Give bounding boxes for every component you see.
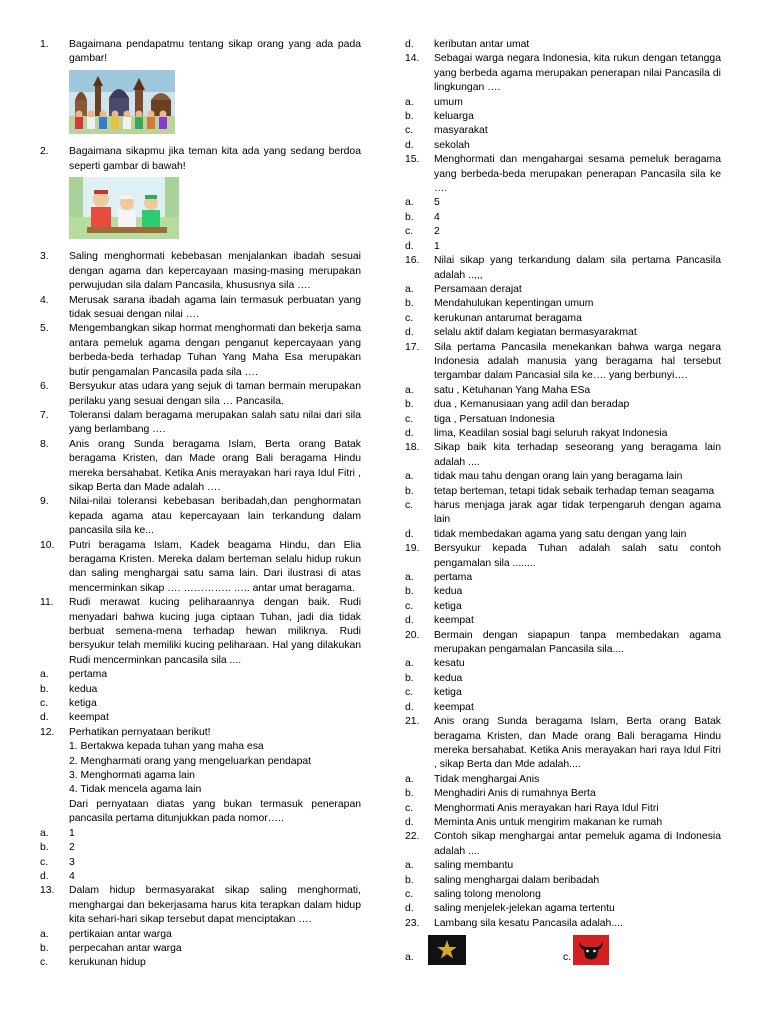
option-b[interactable]: b. Menghadiri Anis di rumahnya Berta bbox=[405, 788, 596, 800]
question-19 bbox=[405, 542, 721, 628]
question-text: Mengembangkan sikap hormat menghormati dan bekerja sama antara pemeluk agama dengan penganut kepercayaan yang berbeda-beda terhadap Tuhan Yang Maha Esa merupakan butir pengamalan Pancasila pada sila …. bbox=[69, 323, 361, 378]
star-icon bbox=[428, 935, 466, 965]
option-b[interactable]: b. kedua bbox=[40, 683, 98, 695]
question-21 bbox=[405, 715, 721, 830]
option-b[interactable]: b. 4 bbox=[405, 211, 440, 223]
question-number: 11. bbox=[40, 597, 54, 609]
question-number: 7. bbox=[40, 409, 49, 421]
question-3 bbox=[40, 250, 361, 293]
question-7 bbox=[40, 409, 361, 438]
children-praying-illustration bbox=[69, 177, 361, 244]
question-18 bbox=[405, 441, 721, 542]
question-text: Contoh sikap menghargai antar pemeluk agama di Indonesia adalah .... bbox=[434, 831, 721, 857]
option-c[interactable]: c. kerukunan antarumat beragama bbox=[405, 312, 582, 324]
question-number: 13. bbox=[40, 885, 55, 897]
option-c[interactable]: c. masyarakat bbox=[405, 125, 488, 137]
statement-list bbox=[69, 740, 361, 798]
option-c[interactable]: c. Menghormati Anis merayakan hari Raya Idul Fitri bbox=[405, 802, 659, 814]
question-2 bbox=[40, 145, 361, 250]
question-text: Merusak sarana ibadah agama lain termasuk perbuatan yang tidak sesuai dengan nilai …. bbox=[69, 294, 361, 321]
question-number: 12. bbox=[40, 726, 55, 738]
option-c[interactable]: c. harus menjaga jarak agar tidak terpengaruh dengan agama lain bbox=[405, 500, 721, 526]
question-6 bbox=[40, 380, 361, 409]
option-d[interactable]: d. keempat bbox=[40, 712, 109, 724]
question-12 bbox=[40, 726, 361, 884]
statement-item: 3. Menghormati agama lain bbox=[69, 770, 195, 782]
question-number: 16. bbox=[405, 255, 420, 267]
question-number: 2. bbox=[40, 146, 49, 158]
option-a[interactable]: a. bbox=[405, 935, 466, 965]
question-text: Bermain dengan siapapun tanpa membedakan agama merupakan pengamalan Pancasila sila.... bbox=[434, 629, 721, 656]
option-c[interactable]: c. kerukunan hidup bbox=[40, 957, 146, 969]
option-a[interactable]: a. tidak mau tahu dengan orang lain yang beragama lain bbox=[405, 471, 683, 483]
question-number: 14. bbox=[405, 53, 420, 65]
bull-head-icon bbox=[573, 935, 609, 965]
question-13 bbox=[40, 884, 361, 970]
option-a[interactable]: a. pertama bbox=[405, 572, 473, 584]
question-9 bbox=[40, 495, 361, 538]
question-text: Menghormati dan mengahargai sesama pemeluk beragama yang berbeda-beda merupakan penerapan Pancasila sila ke …. bbox=[434, 154, 721, 195]
option-a[interactable]: a. saling membantu bbox=[405, 860, 514, 872]
question-text: Perhatikan pernyataan berikut! bbox=[69, 726, 211, 738]
option-d[interactable]: d. selalu aktif dalam kegiatan bermasyarakmat bbox=[405, 327, 637, 339]
question-8 bbox=[40, 438, 361, 496]
question-text: Sila pertama Pancasila menekankan bahwa warga negara Indonesia adalah manusia yang beragama hal tersebut tergambar dalam Pancasial sila ke…. yang berbunyi…. bbox=[434, 341, 721, 382]
option-b[interactable]: b. Mendahulukan kepentingan umum bbox=[405, 298, 594, 310]
question-number: 15. bbox=[405, 154, 420, 166]
option-c[interactable]: c. bbox=[563, 935, 609, 965]
option-d[interactable]: d. 4 bbox=[40, 870, 75, 882]
question-20 bbox=[405, 629, 721, 715]
question-number: 4. bbox=[40, 294, 49, 306]
option-b[interactable]: b. perpecahan antar warga bbox=[40, 942, 182, 954]
statement-item: 1. Bertakwa kepada tuhan yang maha esa bbox=[69, 741, 264, 753]
option-b[interactable]: b. saling menghargai dalam beribadah bbox=[405, 874, 600, 886]
option-c[interactable]: c. ketiga bbox=[40, 698, 97, 710]
question-17 bbox=[405, 341, 721, 442]
question-text: Bersyukur atas udara yang sejuk di taman bermain merupakan perilaku yang sesuai dengan sila … Pancasila. bbox=[69, 381, 361, 407]
places-of-worship-illustration bbox=[69, 70, 361, 139]
question-text: Anis orang Sunda beragama Islam, Berta orang Batak beragama Kristen, dan Made orang Bali beragama Hindu mereka bersahabat. Ketika Anis merayakan hari raya Idul Fitri , sikap Berta dan Made adalah …. bbox=[69, 438, 361, 493]
option-c[interactable]: c. ketiga bbox=[405, 600, 462, 612]
option-a[interactable]: a. 5 bbox=[405, 197, 440, 209]
question-number: 17. bbox=[405, 341, 420, 353]
option-b[interactable]: b. kedua bbox=[405, 586, 463, 598]
question-number: 10. bbox=[40, 539, 55, 551]
option-d[interactable]: d. keempat bbox=[405, 615, 474, 627]
option-d[interactable]: d. lima, Keadilan sosial bagi seluruh rakyat Indonesia bbox=[405, 427, 668, 439]
question-text: Toleransi dalam beragama merupakan salah satu nilai dari sila yang berlambang …. bbox=[69, 409, 361, 436]
option-b[interactable]: b. tetap berteman, tetapi tidak sebaik terhadap teman seagama bbox=[405, 485, 715, 497]
question-text: Dari pernyataan diatas yang bukan termasuk penerapan pancasila pertama ditunjukkan pada nomor….. bbox=[69, 798, 361, 825]
question-5 bbox=[40, 322, 361, 380]
question-text: Rudi merawat kucing peliharaannya dengan baik. Rudi menyadari bahwa kucing juga ciptaan Tuhan, jadi dia tidak berbuat semena-mena terhadap hewan miliknya. Rudi bersyukur telah memiliki kucing peliharaan. Hal yang dilakukan Rudi mencerminkan pancasila sila .... bbox=[69, 597, 361, 666]
option-c[interactable]: c. 3 bbox=[40, 856, 75, 868]
question-text: Bersyukur kepada Tuhan adalah salah satu contoh pengamalan sila ........ bbox=[434, 543, 721, 569]
question-number: 3. bbox=[40, 251, 49, 263]
question-number: 8. bbox=[40, 438, 49, 450]
question-text: Nilai-nilai toleransi kebebasan beribadah,dan penghormatan kepada agama atau kepercayaan lain terkandung dalam pancasila sila ke... bbox=[69, 496, 361, 537]
question-number: 20. bbox=[405, 629, 420, 641]
question-15 bbox=[405, 153, 721, 254]
question-text: Anis orang Sunda beragama Islam, Berta orang Batak beragama Kristen, dan Made orang Bali beragama Hindu mereka bersahabat. Ketika Anis merayakan hari raya Idul Fitri , sikap Berta dan Mde adalah.... bbox=[434, 716, 721, 771]
question-text: Putri beragama Islam, Kadek beagama Hindu, dan Elia beragama Kristen. Mereka dalam berteman selalu hidup rukun dan saling menghargai satu sama lain. Dari ilustrasi di atas mencerminkan sikap …. ………….. ….. antar umat beragama. bbox=[69, 539, 361, 594]
question-text: Bagaimana sikapmu jika teman kita ada yang sedang berdoa seperti gambar di bawah! bbox=[69, 146, 361, 172]
question-number: 21. bbox=[405, 716, 420, 728]
question-14 bbox=[405, 52, 721, 153]
question-10 bbox=[40, 539, 361, 597]
option-c[interactable]: c. ketiga bbox=[405, 687, 462, 699]
question-text: Dalam hidup bermasyarakat sikap saling menghormati, menghargai dan bekerjasama harus kita terapkan dalam hidup kita sehari-hari sikap tersebut dapat menciptakan …. bbox=[69, 885, 361, 926]
left-column bbox=[40, 38, 361, 971]
question-number: 1. bbox=[40, 39, 49, 50]
question-text: Saling menghormati kebebasan menjalankan ibadah sesuai dengan agama dan kepercayaan masing-masing merupakan perwujudan sila dalam Pancasila, khususnya sila …. bbox=[69, 251, 361, 292]
question-number: 22. bbox=[405, 831, 420, 843]
question-number: 9. bbox=[40, 496, 49, 508]
question-23 bbox=[405, 917, 721, 965]
option-a[interactable]: a. pertikaian antar warga bbox=[40, 928, 172, 940]
option-d[interactable]: d. saling menjelek-jelekan agama tertentu bbox=[405, 903, 615, 915]
statement-item: 4. Tidak mencela agama lain bbox=[69, 784, 202, 796]
question-1 bbox=[40, 38, 361, 145]
option-d-carryover[interactable]: d. keributan antar umat bbox=[405, 39, 530, 50]
option-b[interactable]: b. kedua bbox=[405, 672, 463, 684]
statement-item: 2. Mengharmati orang yang mengeluarkan pendapat bbox=[69, 755, 312, 767]
question-number: 6. bbox=[40, 381, 49, 393]
question-text: Sebagai warga negara Indonesia, kita rukun dengan tetangga yang berbeda agama merupakan penerapan nilai Pancasila di lingkungan …. bbox=[434, 53, 721, 94]
option-d[interactable]: d. sekolah bbox=[405, 139, 470, 151]
question-11 bbox=[40, 596, 361, 726]
question-text: Nilai sikap yang terkandung dalam sila pertama Pancasila adalah ..,,, bbox=[434, 255, 721, 281]
option-c[interactable]: c. tiga , Persatuan Indonesia bbox=[405, 413, 555, 425]
question-number: 18. bbox=[405, 442, 420, 454]
option-c[interactable]: c. 2 bbox=[405, 226, 440, 238]
option-d[interactable]: d. keempat bbox=[405, 701, 474, 713]
option-a[interactable]: a. 1 bbox=[40, 827, 75, 839]
option-a[interactable]: a. Tidak menghargai Anis bbox=[405, 773, 540, 785]
option-d[interactable]: d. 1 bbox=[405, 240, 440, 252]
question-16 bbox=[405, 254, 721, 340]
question-text: Sikap baik kita terhadap seseorang yang beragama lain adalah .... bbox=[434, 442, 721, 468]
option-b[interactable]: b. 2 bbox=[40, 842, 75, 854]
question-text: Bagaimana pendapatmu tentang sikap orang yang ada pada gambar! bbox=[69, 39, 361, 65]
option-a[interactable]: a. kesatu bbox=[405, 658, 465, 670]
option-b[interactable]: b. keluarga bbox=[405, 111, 474, 123]
option-a[interactable]: a. Persamaan derajat bbox=[405, 283, 522, 295]
option-a[interactable]: a. pertama bbox=[40, 669, 108, 681]
option-d[interactable]: d. tidak membedakan agama yang satu dengan yang lain bbox=[405, 528, 687, 540]
right-column bbox=[405, 38, 721, 965]
question-number: 19. bbox=[405, 543, 420, 555]
option-b[interactable]: b. dua , Kemanusiaan yang adil dan beradap bbox=[405, 399, 630, 411]
question-22 bbox=[405, 830, 721, 916]
question-number: 5. bbox=[40, 323, 49, 335]
question-4 bbox=[40, 294, 361, 323]
option-c[interactable]: c. saling tolong menolong bbox=[405, 888, 541, 900]
option-a[interactable]: a. umum bbox=[405, 96, 463, 108]
option-a[interactable]: a. satu , Ketuhanan Yang Maha ESa bbox=[405, 384, 591, 396]
option-d[interactable]: d. Meminta Anis untuk mengirim makanan ke rumah bbox=[405, 816, 663, 828]
question-number: 23. bbox=[405, 917, 420, 929]
question-text: Lambang sila kesatu Pancasila adalah.... bbox=[434, 917, 623, 929]
